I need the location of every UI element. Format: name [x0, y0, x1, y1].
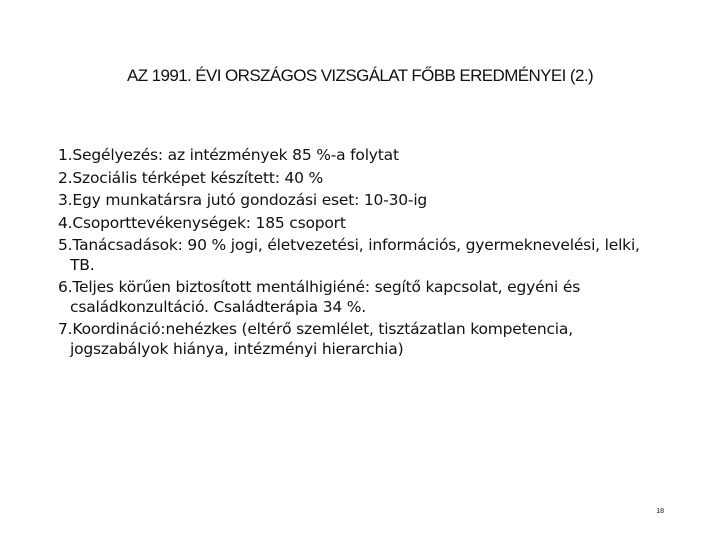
- list-item-4: 4.Csoporttevékenységek: 185 csoport: [58, 213, 346, 232]
- list-item-2: 2.Szociális térképet készített: 40 %: [58, 168, 324, 187]
- results-list: [58, 146, 668, 362]
- list-item-5: 5.Tanácsadások: 90 % jogi, életvezetési, információs, gyermeknevelési, lelki, TB.: [58, 236, 640, 274]
- list-item-6: 6.Teljes körűen biztosított mentálhigiéné: segítő kapcsolat, egyéni és családkonzultáció. Családterápia 34 %.: [58, 278, 581, 316]
- list-item-7: 7.Koordináció:nehézkes (eltérő szemlélet, tisztázatlan kompetencia, jogszabályok hiánya, intézményi hierarchia): [58, 320, 573, 358]
- list-item-3: 3.Egy munkatársra jutó gondozási eset: 10-30-ig: [58, 191, 428, 209]
- slide-title: AZ 1991. ÉVI ORSZÁGOS VIZSGÁLAT FŐBB EREDMÉNYEI (2.): [126, 66, 594, 85]
- list-item-1: 1.Segélyezés: az intézmények 85 %-a folytat: [58, 146, 399, 164]
- page-number: 18: [656, 508, 664, 515]
